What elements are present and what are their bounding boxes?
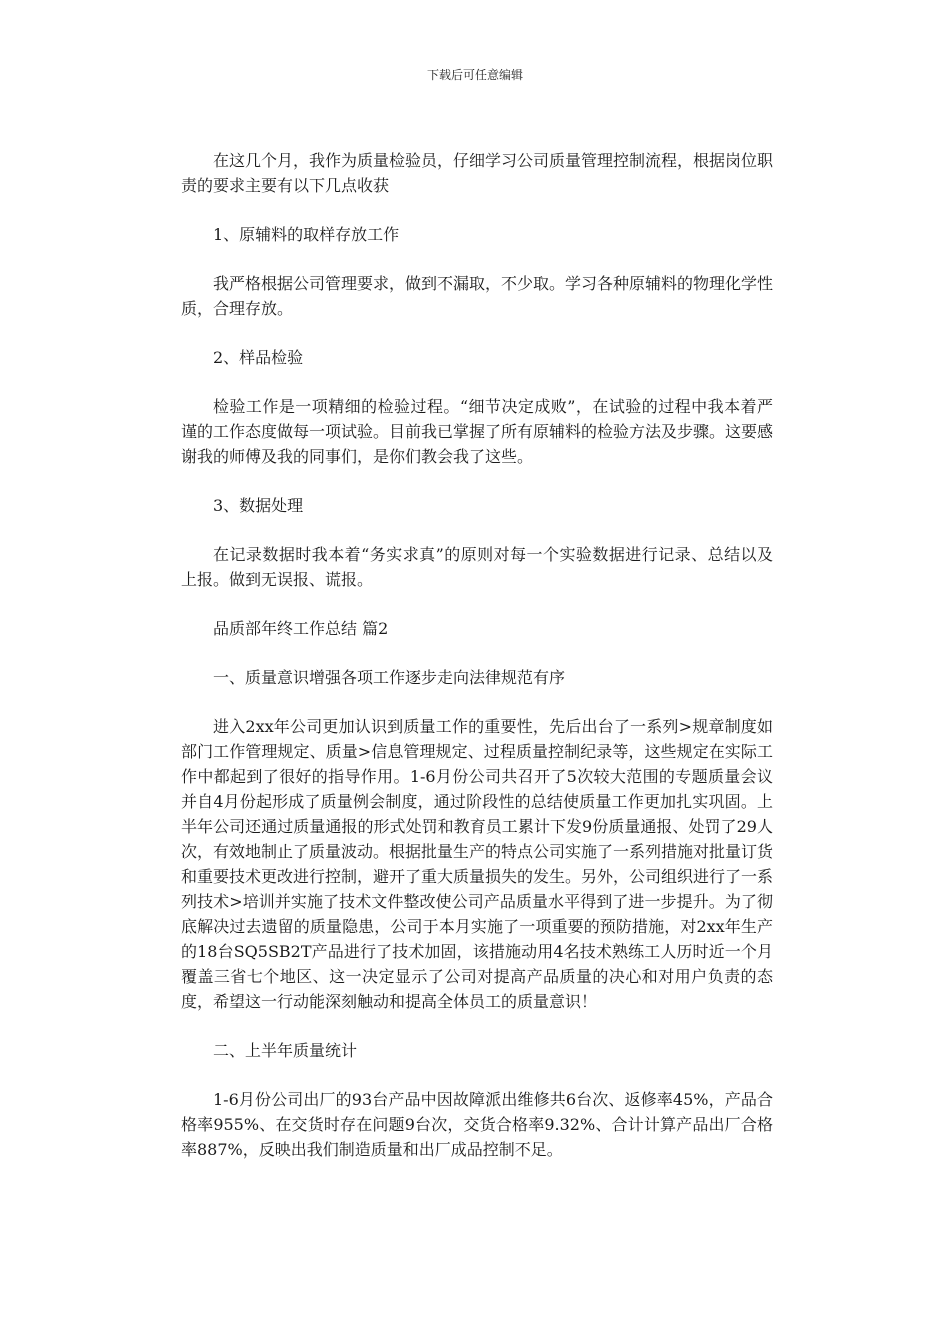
paragraph-inspection: 检验工作是一项精细的检验过程。“细节决定成败”，在试验的过程中我本着严谨的工作态度做每一项试验。目前我已掌握了所有原辅料的检验方法及步骤。这要感谢我的师傅及我的同事们，是你们教会我了这些。 bbox=[181, 397, 774, 466]
section-heading-data: 3、数据处理 bbox=[213, 496, 304, 515]
paragraph-data: 在记录数据时我本着“务实求真”的原则对每一个实验数据进行记录、总结以及上报。做到无误报、谎报。 bbox=[181, 545, 773, 589]
page-header: 下载后可任意编辑 bbox=[426, 68, 523, 82]
section-heading-sampling: 1、原辅料的取样存放工作 bbox=[213, 225, 400, 244]
article-title-part2: 品质部年终工作总结 篇2 bbox=[213, 619, 389, 638]
section-heading-statistics: 二、上半年质量统计 bbox=[213, 1041, 358, 1060]
paragraph-sampling: 我严格根据公司管理要求，做到不漏取，不少取。学习各种原辅料的物理化学性质，合理存放。 bbox=[181, 274, 774, 318]
section-heading-inspection: 2、样品检验 bbox=[213, 348, 304, 367]
document-body bbox=[181, 148, 773, 1186]
section-heading-quality-awareness: 一、质量意识增强各项工作逐步走向法律规范有序 bbox=[213, 668, 566, 687]
paragraph-statistics: 1-6月份公司出厂的93台产品中因故障派出维修共6台次、返修率45%，产品合格率955%、在交货时存在问题9台次，交货合格率9.32%、合计计算产品出厂合格率887%，反映出我们制造质量和出厂成品控制不足。 bbox=[181, 1090, 773, 1159]
paragraph-intro: 在这几个月，我作为质量检验员，仔细学习公司质量管理控制流程，根据岗位职责的要求主要有以下几点收获 bbox=[181, 151, 774, 195]
paragraph-quality-awareness: 进入2xx年公司更加认识到质量工作的重要性，先后出台了一系列>规章制度如部门工作管理规定、质量>信息管理规定、过程质量控制纪录等，这些规定在实际工作中都起到了很好的指导作用。1-6月份公司共召开了5次较大范围的专题质量会议并自4月份起形成了质量例会制度，通过阶段性的总结使质量工作更加扎实巩固。上半年公司还通过质量通报的形式处罚和教育员工累计下发9份质量通报、处罚了29人次，有效地制止了质量波动。根据批量生产的特点公司实施了一系列措施对批量订货和重要技术更改进行控制，避开了重大质量损失的发生。另外，公司组织进行了一系列技术>培训并实施了技术文件整改使公司产品质量水平得到了进一步提升。为了彻底解决过去遗留的质量隐患，公司于本月实施了一项重要的预防措施，对2xx年生产的18台SQ5SB2T产品进行了技术加固，该措施动用4名技术熟练工人历时近一个月覆盖三省七个地区、这一决定显示了公司对提高产品质量的决心和对用户负责的态度，希望这一行动能深刻触动和提高全体员工的质量意识！ bbox=[181, 717, 774, 1011]
